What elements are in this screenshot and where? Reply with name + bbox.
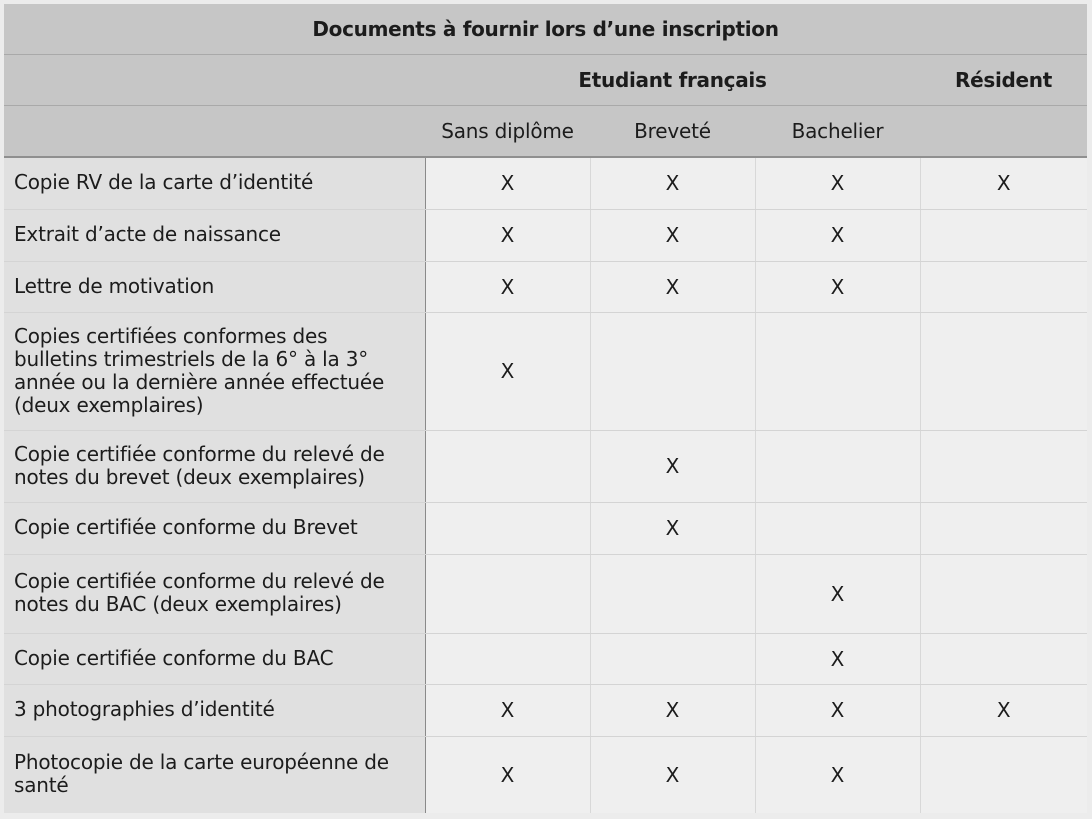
mark-cell (425, 430, 590, 502)
mark-cell (425, 633, 590, 684)
mark-cell: X (425, 312, 590, 430)
row-label: Copie certifiée conforme du relevé de notes du brevet (deux exemplaires) (4, 430, 425, 502)
mark-cell: X (590, 684, 755, 736)
mark-cell: X (590, 157, 755, 209)
table-row (4, 430, 1087, 502)
row-label: Copie certifiée conforme du Brevet (4, 502, 425, 554)
table-row (4, 633, 1087, 684)
table-row (4, 684, 1087, 736)
mark-cell: X (425, 209, 590, 261)
empty-subheader-cell (4, 106, 425, 158)
mark-cell (755, 502, 920, 554)
row-label: Lettre de motivation (4, 261, 425, 312)
table-row (4, 502, 1087, 554)
mark-cell: X (755, 633, 920, 684)
mark-cell (920, 261, 1087, 312)
mark-cell (920, 209, 1087, 261)
mark-cell (590, 312, 755, 430)
empty-header-cell (4, 55, 425, 106)
documents-table (4, 4, 1087, 813)
mark-cell: X (755, 684, 920, 736)
mark-cell: X (755, 261, 920, 312)
mark-cell: X (590, 736, 755, 813)
mark-cell (920, 312, 1087, 430)
group-header-resident: Résident (920, 55, 1087, 106)
title-row (4, 4, 1087, 55)
mark-cell (920, 430, 1087, 502)
row-label: Extrait d’acte de naissance (4, 209, 425, 261)
mark-cell: X (755, 157, 920, 209)
table-row (4, 736, 1087, 813)
mark-cell (920, 736, 1087, 813)
mark-cell (425, 502, 590, 554)
mark-cell: X (425, 157, 590, 209)
table-row (4, 209, 1087, 261)
row-label: Copie certifiée conforme du BAC (4, 633, 425, 684)
table-body (4, 157, 1087, 813)
subheader-brevete: Breveté (590, 106, 755, 158)
mark-cell: X (920, 157, 1087, 209)
mark-cell: X (425, 736, 590, 813)
mark-cell: X (425, 684, 590, 736)
documents-table-panel (4, 4, 1087, 815)
mark-cell: X (755, 209, 920, 261)
mark-cell: X (590, 209, 755, 261)
empty-resident-subheader-cell (920, 106, 1087, 158)
row-label: Photocopie de la carte européenne de santé (4, 736, 425, 813)
subheader-sans-diplome: Sans diplôme (425, 106, 590, 158)
mark-cell (755, 430, 920, 502)
mark-cell (425, 554, 590, 633)
row-label: 3 photographies d’identité (4, 684, 425, 736)
subheader-row (4, 106, 1087, 158)
row-label: Copie RV de la carte d’identité (4, 157, 425, 209)
mark-cell: X (590, 502, 755, 554)
mark-cell: X (755, 554, 920, 633)
table-row (4, 261, 1087, 312)
mark-cell: X (590, 261, 755, 312)
mark-cell (755, 312, 920, 430)
table-row (4, 157, 1087, 209)
mark-cell (920, 554, 1087, 633)
mark-cell: X (755, 736, 920, 813)
mark-cell (920, 633, 1087, 684)
subheader-bachelier: Bachelier (755, 106, 920, 158)
row-label: Copies certifiées conformes des bulletins trimestriels de la 6° à la 3° année ou la dernière année effectuée (deux exemplaires) (4, 312, 425, 430)
table-title: Documents à fournir lors d’une inscription (4, 4, 1087, 55)
group-header-row (4, 55, 1087, 106)
table-row (4, 554, 1087, 633)
mark-cell (920, 502, 1087, 554)
group-header-french-students: Etudiant français (425, 55, 920, 106)
table-row (4, 312, 1087, 430)
mark-cell: X (590, 430, 755, 502)
mark-cell (590, 633, 755, 684)
mark-cell: X (920, 684, 1087, 736)
mark-cell: X (425, 261, 590, 312)
row-label: Copie certifiée conforme du relevé de notes du BAC (deux exemplaires) (4, 554, 425, 633)
mark-cell (590, 554, 755, 633)
